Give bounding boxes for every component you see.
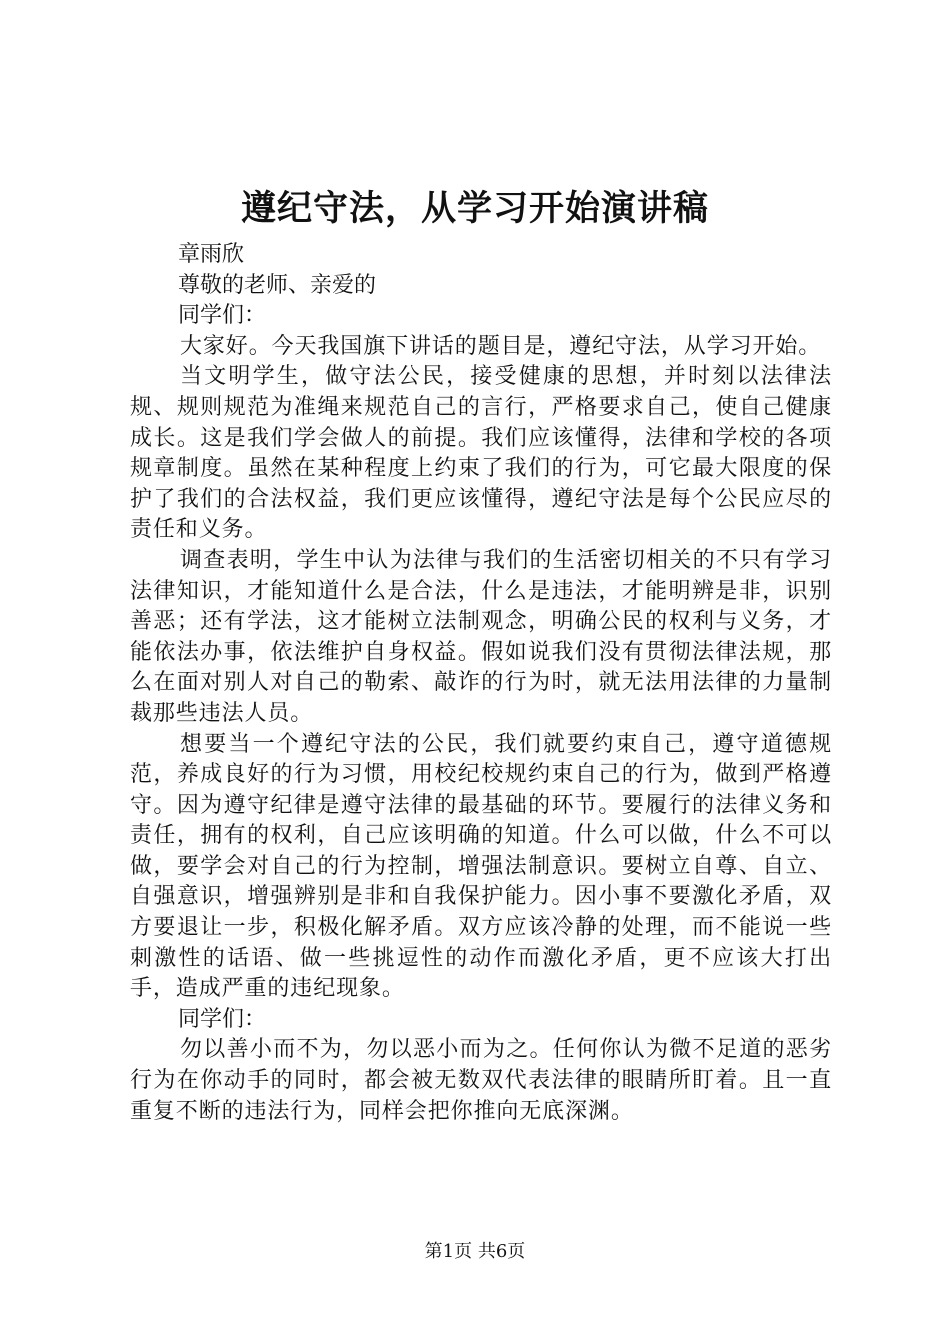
document-title: 遵纪守法，从学习开始演讲稿 bbox=[240, 188, 709, 229]
document-body bbox=[130, 240, 832, 1127]
paragraph: 当文明学生，做守法公民，接受健康的思想，并时刻以法律法规、规则规范为准绳来规范自己的言行，严格要求自己，使自己健康成长。这是我们学会做人的前提。我们应该懂得，法律和学校的各项规章制度。虽然在某种程度上约束了我们的行为，可它最大限度的保护了我们的合法权益，我们更应该懂得，遵纪守法是每个公民应尽的责任和义务。 bbox=[130, 364, 832, 543]
paragraph: 大家好。今天我国旗下讲话的题目是，遵纪守法，从学习开始。 bbox=[180, 333, 822, 359]
page-number: 第1页 共6页 bbox=[424, 1241, 526, 1262]
salutation-line: 同学们： bbox=[178, 1006, 267, 1032]
paragraph: 调查表明，学生中认为法律与我们的生活密切相关的不只有学习法律知识，才能知道什么是合法，什么是违法，才能明辨是非，识别善恶；还有学法，这才能树立法制观念，明确公民的权利与义务，才能依法办事，依法维护自身权益。假如说我们没有贯彻法律法规，那么在面对别人对自己的勒索、敲诈的行为时，就无法用法律的力量制裁那些违法人员。 bbox=[130, 547, 832, 726]
author-line: 章雨欣 bbox=[178, 242, 245, 267]
salutation-line: 同学们： bbox=[178, 303, 267, 329]
salutation-line: 尊敬的老师、亲爱的 bbox=[178, 272, 377, 298]
paragraph: 勿以善小而不为，勿以恶小而为之。任何你认为微不足道的恶劣行为在你动手的同时，都会被无数双代表法律的眼睛所盯着。且一直重复不断的违法行为，同样会把你推向无底深渊。 bbox=[130, 1037, 832, 1124]
paragraph: 想要当一个遵纪守法的公民，我们就要约束自己，遵守道德规范，养成良好的行为习惯，用校纪校规约束自己的行为，做到严格遵守。因为遵守纪律是遵守法律的最基础的环节。要履行的法律义务和责任，拥有的权利，自己应该明确的知道。什么可以做，什么不可以做，要学会对自己的行为控制，增强法制意识。要树立自尊、自立、自强意识，增强辨别是非和自我保护能力。因小事不要激化矛盾，双方要退让一步，积极化解矛盾。双方应该冷静的处理，而不能说一些刺激性的话语、做一些挑逗性的动作而激化矛盾，更不应该大打出手，造成严重的违纪现象。 bbox=[130, 731, 832, 1002]
